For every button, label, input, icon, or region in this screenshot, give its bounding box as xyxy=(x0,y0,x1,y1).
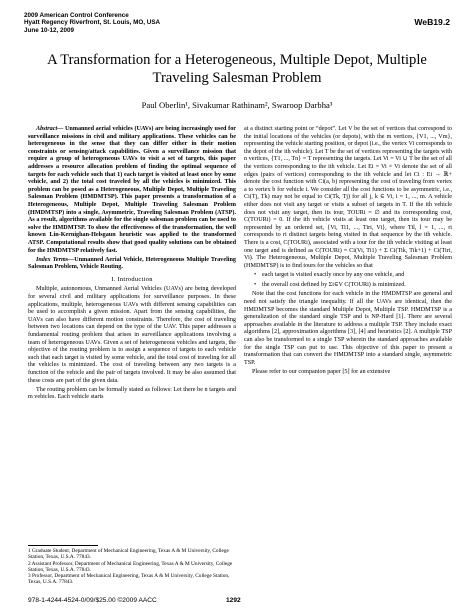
index-terms-label: Index Terms— xyxy=(36,256,75,263)
footnote-1: 1 Graduate Student, Department of Mechanical Engineering, Texas A & M University, College Station, Texas, U.S.A. 77843. xyxy=(28,548,229,561)
index-terms xyxy=(28,257,236,272)
problem-definition-paragraph: at a distinct starting point or “depot”. Let V be the set of vertices that correspond to the initial locations of the vehicles (or depots), with the m vertices, {V1, ..., Vm}, representing the vehicle starting position, or depot (i.e., the vertex Vi corresponds to the depot of the ith vehicle). Let T be the set of vertices representing the targets with n vertices, {T1, ..., Tn} = T representing the targets. Let Vi = Vi ∪ T be the set of all the vertices corresponding to the ith vehicle. Let Ei = Vi × Vi denote the set of all edges (pairs of vertices) corresponding to the ith vehicle and let Ci : Ei → ℝ+ denote the cost function with Ci(a, b) representing the cost of traveling from vertex a to vertex b for vehicle i. We consider all the cost functions to be asymmetric, i.e., Ci(Tj, Tk) may not be equal to Ci(Tk, Tj) for all j, k ∈ Vi, i = 1, ..., m. A vehicle either does not visit any target or visits a subset of targets in T. If the ith vehicle does not visit any target, then its tour, TOURi = ∅ and its corresponding cost, C(TOURi) = 0. If the ith vehicle visits at least one target, then its tour may be represented by an ordered set, {Vi, Ti1, ..., Tiri, Vi}, where Til, l = 1, ..., ri corresponds to ri distinct targets being visited in that sequence by the ith vehicle. There is a cost, C(TOURi), associated with a tour for the ith vehicle visiting at least one target and is defined as C(TOURi) = Ci(Vi, Ti1) + Σ Ci(Tik, Tik+1) + Ci(Tiri, Vi). The Heterogeneous, Multiple Depot, Multiple Traveling Salesman Problem (HMDMTSP) is to find tours for the vehicles so that xyxy=(244,126,452,269)
companion-paper-paragraph: Please refer to our companion paper [5] for an extensive xyxy=(252,369,391,375)
intro-paragraph-2: The routing problem can be formally stated as follows: Let there be n targets and m vehicles. Each vehicle starts xyxy=(28,386,236,401)
paper-code: WeB19.2 xyxy=(414,17,450,27)
index-terms-text: Unmanned Aerial Vehicle, Heterogeneous Multiple Traveling Salesman Problem, Vehicle Routing. xyxy=(28,256,236,271)
abstract-label: Abstract— xyxy=(36,126,64,132)
bullet-item-2 xyxy=(252,282,452,290)
conference-venue: Hyatt Regency Riverfront, St. Louis, MO, USA xyxy=(24,19,161,27)
right-column xyxy=(244,126,452,378)
related-work-paragraph: Note that the cost functions for each vehicle in the HMDMTSP are general and need not satisfy the triangle inequality. If all the UAVs are identical, then the HMDMTSP becomes the standard Multiple Depot, Multiple TSP. HMDMTSP is a generalization of the standard single TSP and is NP-Hard [1]. There are several approaches available in the literature to address a multiple TSP. They include exact algorithms [2], approximation algorithms [3], [4] and heuristics [2]. A multiple TSP can also be transformed to a single TSP wherein the standard approaches available for the single TSP can put to use. This objective of this paper to present a transformation that can convert the HMDMTSP into a standard single, asymmetric TSP. xyxy=(244,291,452,366)
left-column xyxy=(28,126,236,404)
footnote-3: 3 Professor, Department of Mechanical Engineering, Texas A & M University, College Station, Texas, U.S.A. 77843. xyxy=(28,573,230,586)
footnote-rule xyxy=(28,545,98,546)
conference-name: 2009 American Control Conference xyxy=(24,12,129,19)
authors: Paul Oberlin¹, Sivakumar Rathinam², Swaroop Darbha³ xyxy=(141,100,333,110)
conference-dates: June 10-12, 2009 xyxy=(24,26,75,34)
isbn-line: 978-1-4244-4524-0/09/$25.00 ©2009 AACC xyxy=(28,597,157,604)
conference-header xyxy=(24,12,160,34)
bullet-text-1: each target is visited exactly once by any one vehicle, and xyxy=(262,272,405,279)
bullet-text-2: the overall cost defined by Σi∈V C(TOURi) is minimized. xyxy=(262,281,406,288)
footnotes xyxy=(28,548,236,586)
footnote-2: 2 Assistant Professor, Department of Mechanical Engineering, Texas A & M University, College Station, Texas, U.S.A. 77843. xyxy=(28,560,233,573)
paper-title: A Transformation for a Heterogeneous, Multiple Depot, Multiple Traveling Salesman Problem xyxy=(47,52,427,86)
abstract xyxy=(28,126,236,255)
page-number: 1292 xyxy=(226,597,241,604)
bullet-icon: • xyxy=(254,281,257,288)
abstract-text: Unmanned aerial vehicles (UAVs) are being increasingly used for surveillance missions in civil and military applications. These vehicles can be heterogeneous in the sense that they can differ either in their motion constraints or sensing/attack capabilities. Given a surveillance mission that require a group of heterogeneous UAVs to visit a set of targets, this paper addresses a resource allocation problem of finding the optimal sequence of targets for each vehicle such that 1) each target is visited at least once by some vehicle, and 2) the total cost traveled by all the vehicles is minimized. This problem can be posed as a Heterogeneous, Multiple Depot, Multiple Traveling Salesman Problem (HMDMTSP). This paper presents a transformation of a Heterogeneous, Multiple Depot, Multiple Traveling Salesman Problem (HMDMTSP) into a single, Asymmetric, Traveling Salesman Problem (ATSP). As a result, algorithms available for the single salesman problem can be used to solve the HMDMTSP. To show the effectiveness of the transformation, the well known Lin-Kernighan-Helsgaun heuristic was applied to the transformed ATSP. Computational results show that good quality solutions can be obtained for the HMDMTSP relatively fast. xyxy=(28,126,236,254)
intro-paragraph-1: Multiple, autonomous, Unmanned Aerial Vehicles (UAVs) are being developed for several civil and military applications for surveillance purposes. In these applications, multiple, heterogeneous UAVs with different sensing capabilities can be used to accomplish a given mission. Apart from the sensing capabilities, the UAVs can also have different motion constraints. Therefore, the cost of traveling between two locations can depend on the type of the UAV. This paper addresses a fundamental routing problem that arises in surveillance applications involving a team of heterogeneous UAVs. Given a set of heterogeneous vehicles and targets, the objective of the routing problem is to assign a sequence of targets to each vehicle such that each target is visited by some vehicle, and the total cost of traveling for all the vehicles is minimized. The cost of traveling between any two targets is a function of the vehicle and the pair of targets involved. It may be also assumed that these costs are part of the given data. xyxy=(28,286,236,384)
bullet-icon: • xyxy=(254,272,257,279)
section-heading: I. Introduction xyxy=(111,275,153,283)
bullet-item-1 xyxy=(252,272,452,280)
